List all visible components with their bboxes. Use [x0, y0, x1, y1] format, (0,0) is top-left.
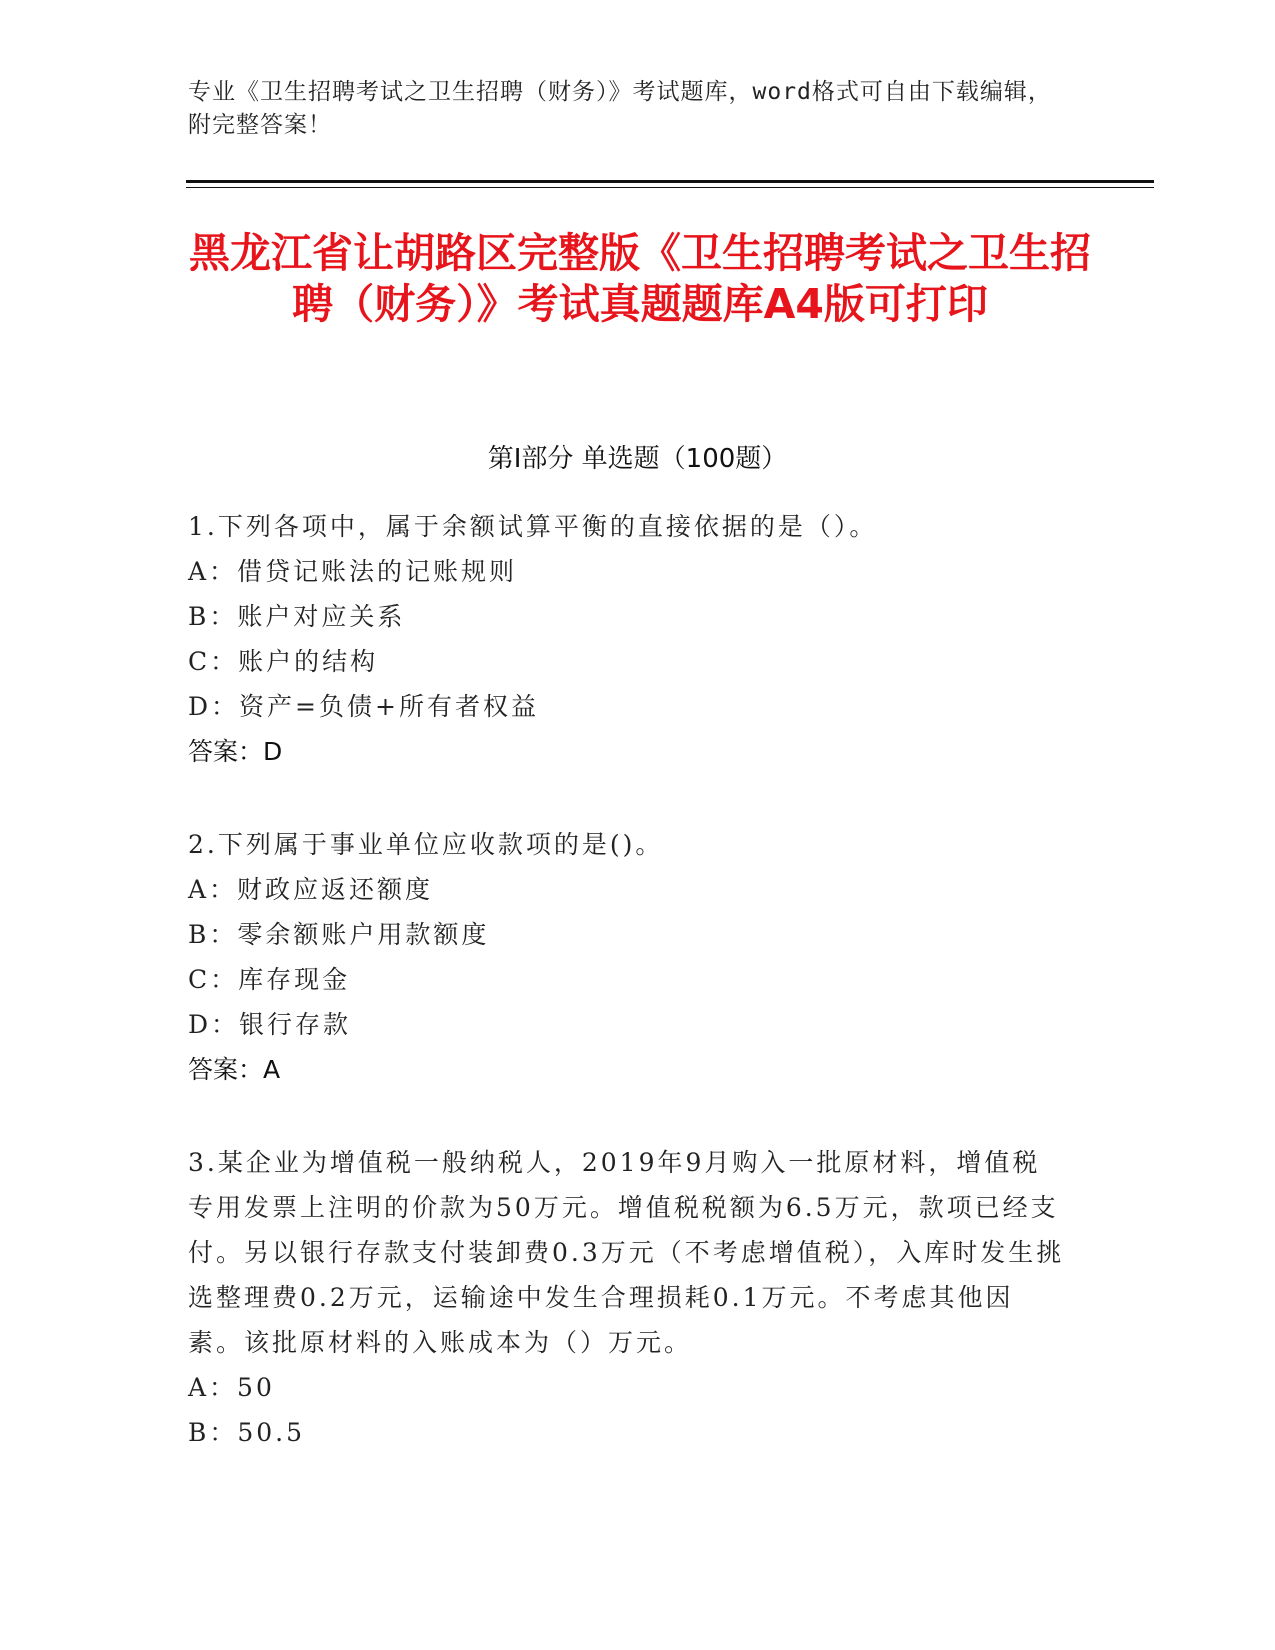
option-d: D：资产=负债+所有者权益	[188, 692, 539, 721]
option-b: B：账户对应关系	[188, 602, 406, 631]
question-2	[188, 822, 1068, 1092]
header-rule-thick	[186, 180, 1154, 183]
question-1	[188, 504, 1068, 774]
question-text: 3.某企业为增值税一般纳税人，2019年9月购入一批原材料，增值税专用发票上注明的价款为50万元。增值税税额为6.5万元，款项已经支付。另以银行存款支付装卸费0.3万元（不考虑增值税），入库时发生挑选整理费0.2万元，运输途中发生合理损耗0.1万元。不考虑其他因素。该批原材料的入账成本为（）万元。	[188, 1148, 1065, 1357]
question-text: 1.下列各项中，属于余额试算平衡的直接依据的是（）。	[188, 512, 878, 541]
option-a: A：50	[188, 1373, 275, 1402]
option-c: C：库存现金	[188, 965, 351, 994]
option-b: B：零余额账户用款额度	[188, 920, 490, 949]
option-a: A：借贷记账法的记账规则	[188, 557, 518, 586]
option-c: C：账户的结构	[188, 647, 379, 676]
option-b: B：50.5	[188, 1418, 306, 1447]
section-heading: 第Ⅰ部分 单选题（100题）	[487, 444, 788, 474]
option-d: D：银行存款	[188, 1010, 352, 1039]
document-title: 黑龙江省让胡路区完整版《卫生招聘考试之卫生招聘（财务）》考试真题题库A4版可打印	[189, 229, 1091, 328]
question-text: 2.下列属于事业单位应收款项的是()。	[188, 830, 664, 859]
header-note: 专业《卫生招聘考试之卫生招聘（财务）》考试题库，word格式可自由下载编辑，附完整答案！	[188, 79, 1052, 138]
answer: 答案：A	[188, 1055, 281, 1084]
answer: 答案：D	[188, 737, 283, 766]
question-3	[188, 1140, 1068, 1455]
option-a: A：财政应返还额度	[188, 875, 434, 904]
header-rule-thin	[186, 187, 1154, 188]
